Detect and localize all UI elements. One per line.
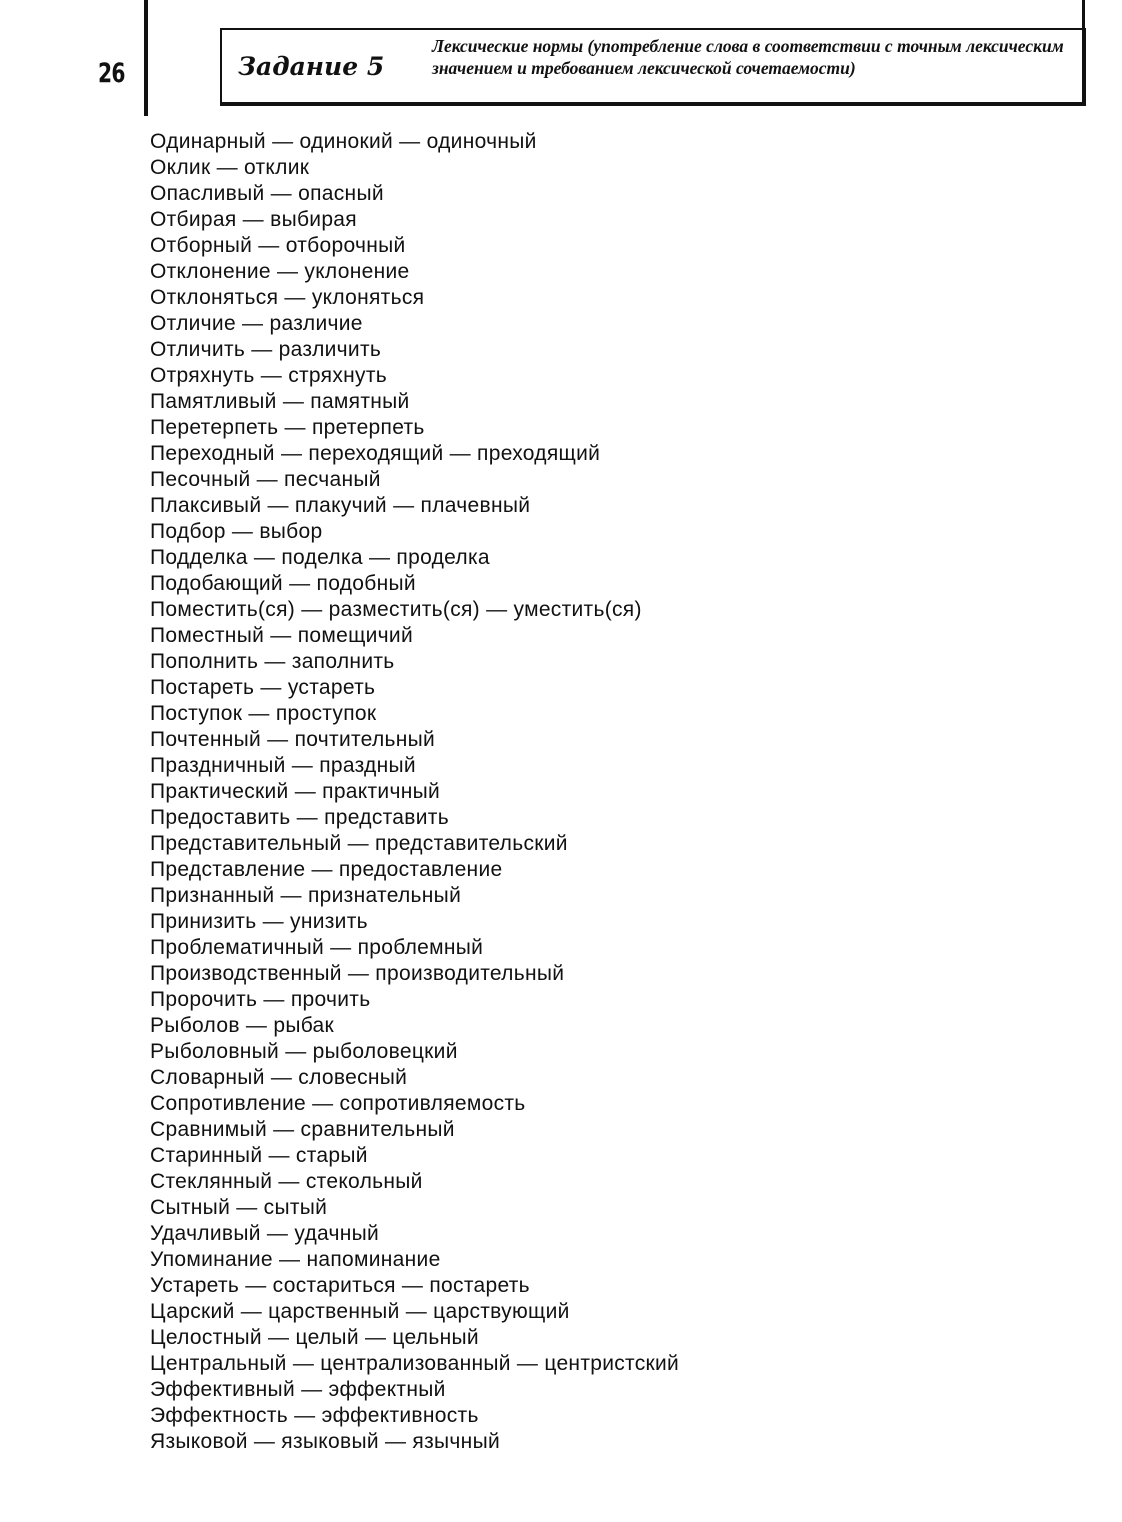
word-group-item: Плаксивый — плакучий — плачевный (150, 494, 531, 517)
word-group-item: Отборный — отборочный (150, 234, 406, 257)
word-group-item: Отклонение — уклонение (150, 260, 410, 283)
word-group-item: Праздничный — праздный (150, 754, 416, 777)
word-group-item: Эффектность — эффективность (150, 1404, 479, 1427)
word-group-item: Центральный — централизованный — центристский (150, 1352, 680, 1375)
word-group-item: Словарный — словесный (150, 1066, 408, 1089)
word-group-item: Поместить(ся) — разместить(ся) — уместить(ся) (150, 598, 642, 621)
word-group-item: Признанный — признательный (150, 884, 462, 907)
word-group-item: Отряхнуть — стряхнуть (150, 364, 387, 387)
word-group-item: Сопротивление — сопротивляемость (150, 1092, 526, 1115)
word-group-item: Оклик — отклик (150, 156, 310, 179)
word-group-item: Отбирая — выбирая (150, 208, 357, 231)
word-group-item: Опасливый — опасный (150, 182, 384, 205)
word-group-item: Устареть — состариться — постареть (150, 1274, 530, 1297)
word-group-item: Практический — практичный (150, 780, 441, 803)
word-group-item: Эффективный — эффектный (150, 1378, 446, 1401)
task-header-box (220, 28, 1086, 106)
word-group-item: Царский — царственный — царствующий (150, 1300, 570, 1323)
word-group-item: Рыболов — рыбак (150, 1014, 335, 1037)
word-group-item: Языковой — языковый — язычный (150, 1430, 500, 1453)
word-group-item: Старинный — старый (150, 1144, 368, 1167)
word-group-item: Отличить — различить (150, 338, 382, 361)
word-group-item: Поместный — помещичий (150, 624, 413, 647)
word-group-item: Удачливый — удачный (150, 1222, 380, 1245)
word-group-item: Одинарный — одинокий — одиночный (150, 130, 537, 153)
word-group-item: Подделка — поделка — проделка (150, 546, 490, 569)
word-group-item: Памятливый — памятный (150, 390, 410, 413)
word-group-item: Пополнить — заполнить (150, 650, 395, 673)
word-group-item: Сытный — сытый (150, 1196, 328, 1219)
word-group-item: Постареть — устареть (150, 676, 376, 699)
word-group-item: Сравнимый — сравнительный (150, 1118, 455, 1141)
task-description: Лексические нормы (употребление слова в соответствии с точным лексическим значением и требованием лексической сочетаемости) (432, 36, 1064, 78)
word-group-item: Целостный — целый — цельный (150, 1326, 479, 1349)
word-group-item: Упоминание — напоминание (150, 1248, 441, 1271)
word-pairs-list (150, 129, 679, 1455)
word-group-item: Пророчить — прочить (150, 988, 371, 1011)
word-group-item: Почтенный — почтительный (150, 728, 436, 751)
word-group-item: Отличие — различие (150, 312, 363, 335)
word-group-item: Предоставить — представить (150, 806, 449, 829)
word-group-item: Переходный — переходящий — преходящий (150, 442, 601, 465)
word-group-item: Подобающий — подобный (150, 572, 416, 595)
word-group-item: Отклоняться — уклоняться (150, 286, 425, 309)
word-group-item: Подбор — выбор (150, 520, 323, 543)
word-group-item: Песочный — песчаный (150, 468, 381, 491)
word-group-item: Производственный — производительный (150, 962, 565, 985)
task-title: Задание 5 (238, 52, 385, 81)
word-group-item: Стеклянный — стекольный (150, 1170, 423, 1193)
page-number: 26 (98, 58, 125, 89)
word-group-item: Перетерпеть — претерпеть (150, 416, 425, 439)
word-group-item: Поступок — проступок (150, 702, 377, 725)
word-group-item: Принизить — унизить (150, 910, 368, 933)
word-group-item: Проблематичный — проблемный (150, 936, 484, 959)
left-rule-divider (144, 0, 148, 116)
word-group-item: Представительный — представительский (150, 832, 568, 855)
word-group-item: Представление — предоставление (150, 858, 503, 881)
word-group-item: Рыболовный — рыболовецкий (150, 1040, 458, 1063)
top-rule-divider (1082, 0, 1085, 28)
